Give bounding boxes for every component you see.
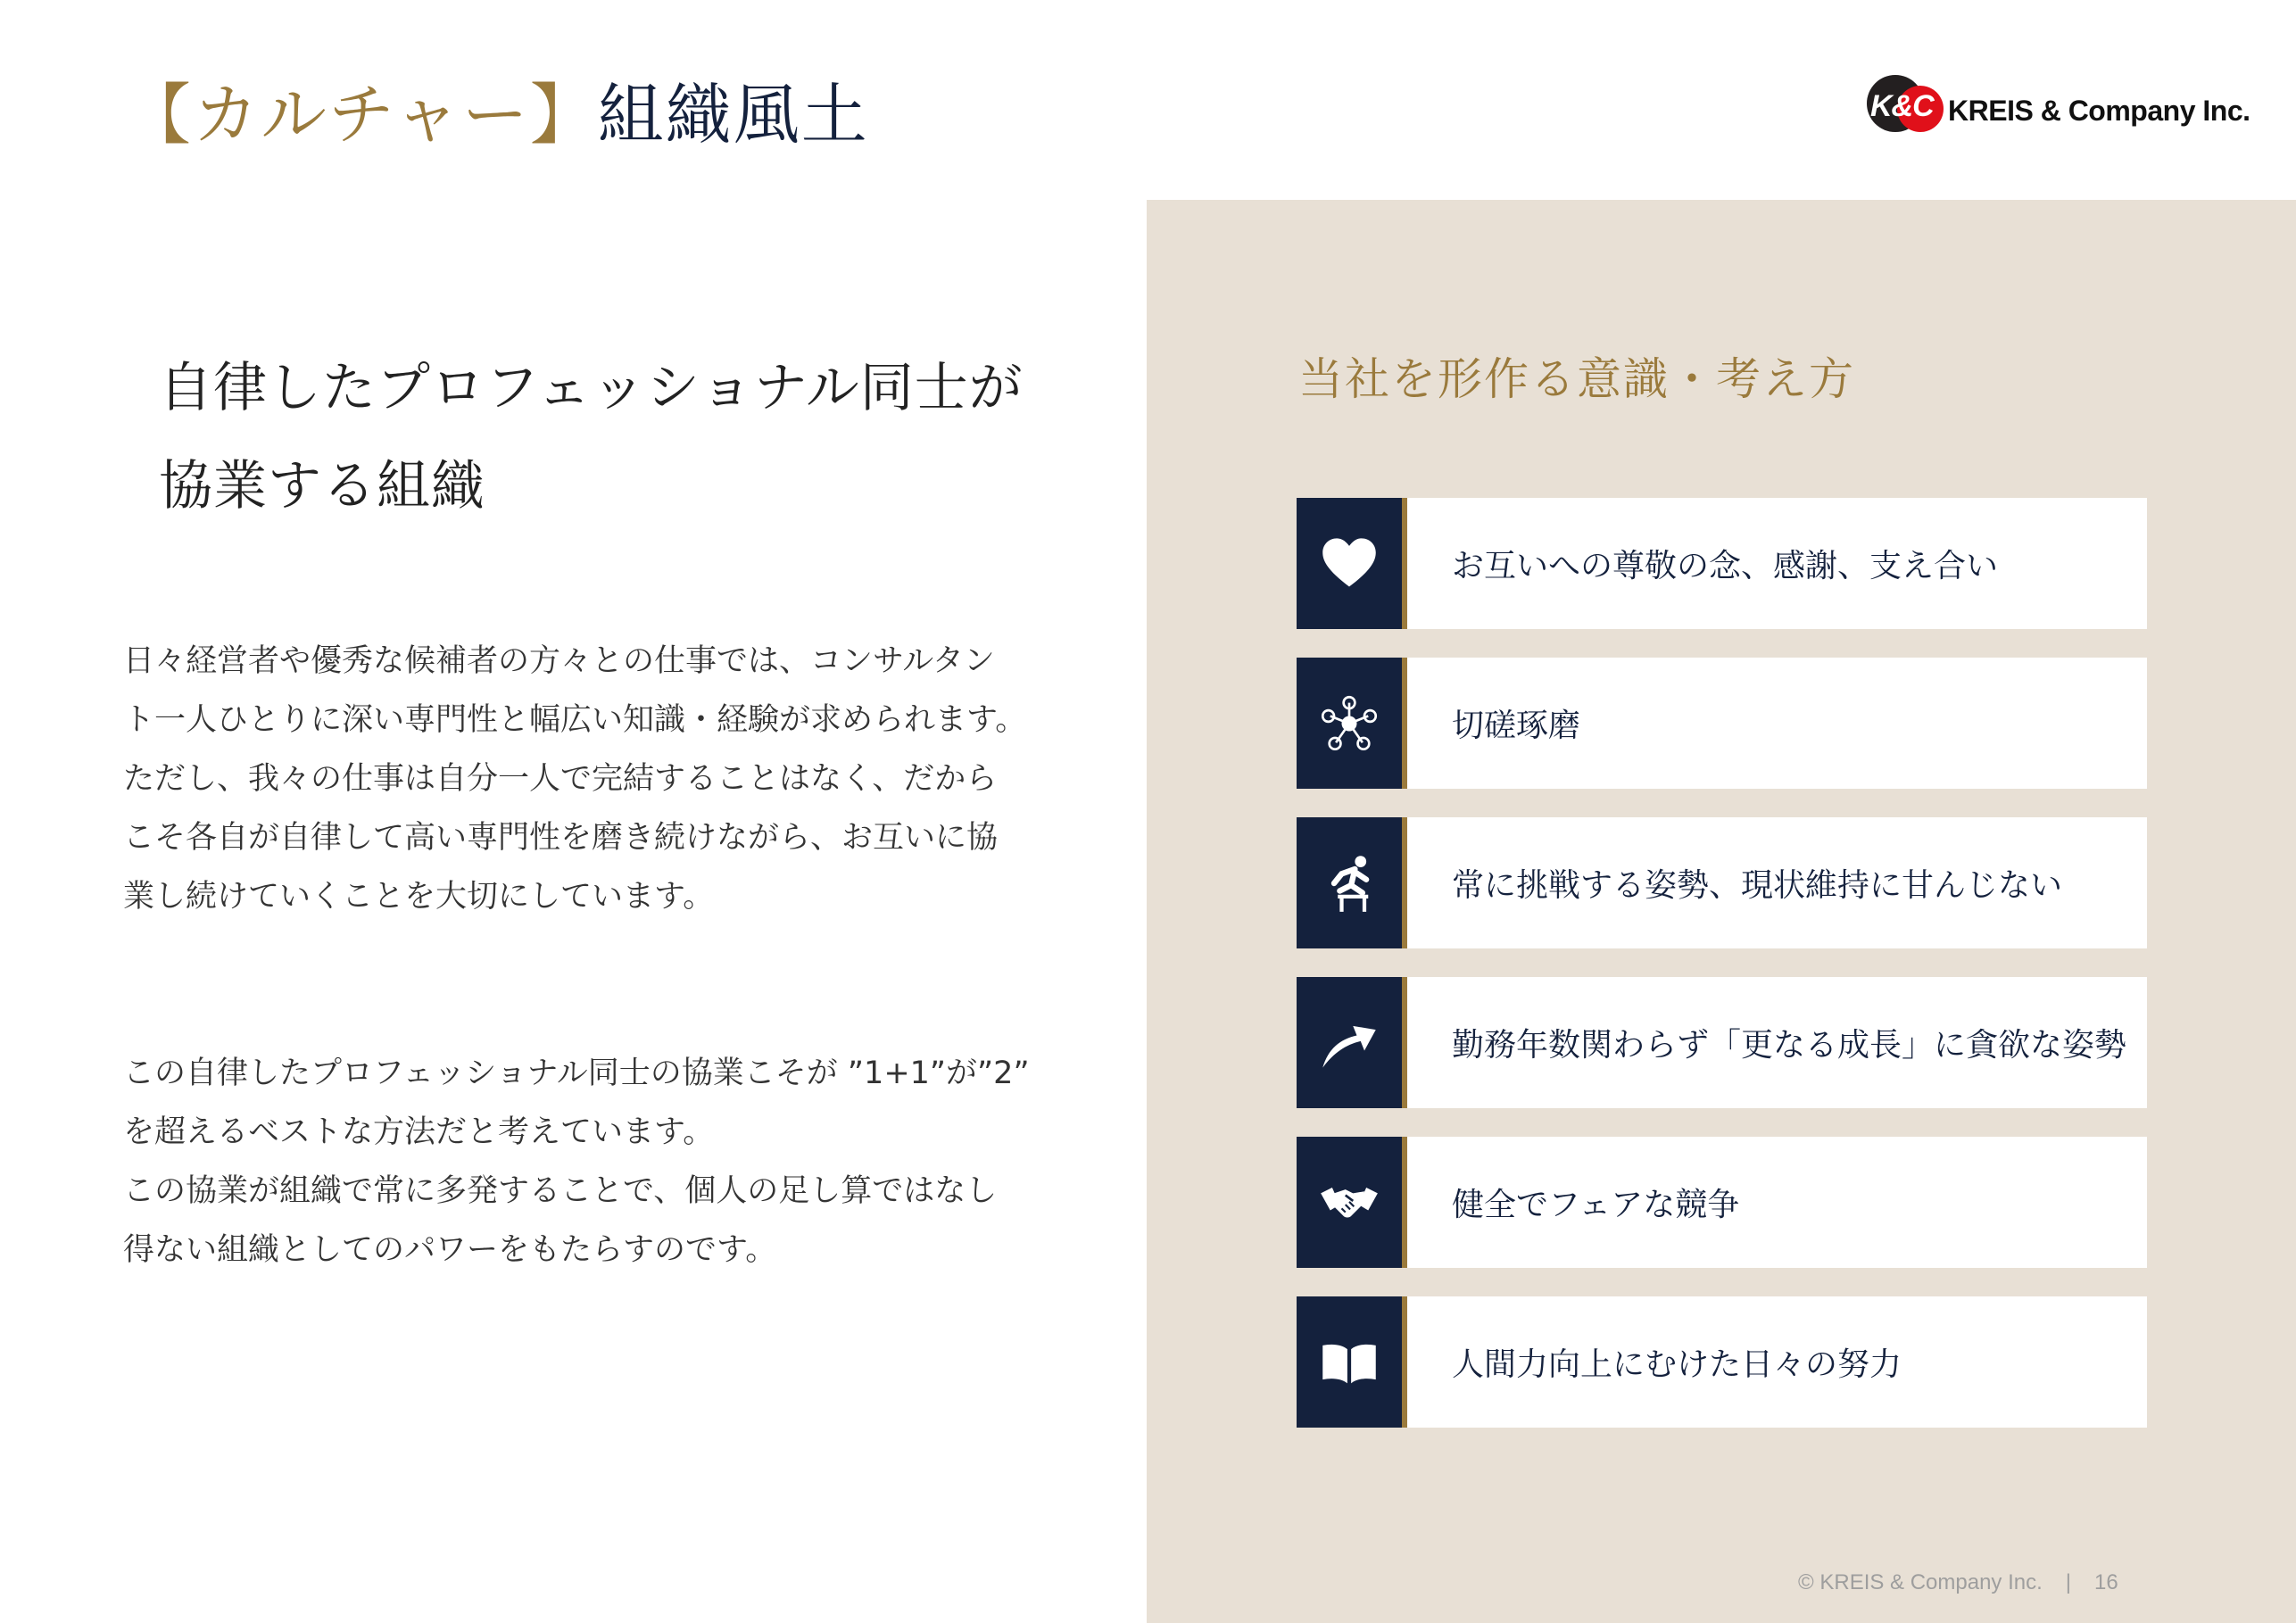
book-icon (1297, 1296, 1407, 1428)
page-title-main: 組織風土 (597, 77, 869, 153)
description-paragraph-1 (123, 632, 1087, 926)
value-text: お互いへの尊敬の念、感謝、支え合い (1452, 548, 1999, 584)
page-title-accent: 【カルチャー】 (125, 77, 598, 153)
logo-mark: K&C (1870, 89, 1934, 123)
values-section-title: 当社を形作る意識・考え方 (1298, 353, 1855, 405)
handshake-icon (1297, 1137, 1407, 1268)
culture-headline (159, 339, 1024, 535)
description-paragraph-2 (123, 1044, 1087, 1279)
headline-line: 自律したプロフェッショナル同士が (159, 357, 1024, 419)
paragraph-line: ただし、我々の仕事は自分一人で完結することはなく、だから (123, 761, 998, 797)
value-card-respect (1297, 498, 2147, 629)
footer-separator: | (2065, 1570, 2072, 1594)
value-card-growth (1297, 977, 2147, 1108)
network-icon (1297, 658, 1407, 789)
value-card-mutual-growth (1297, 658, 2147, 789)
paragraph-line: この自律したプロフェッショナル同士の協業こそが ”1+1”が”2” (123, 1056, 1030, 1091)
value-text: 人間力向上にむけた日々の努力 (1452, 1346, 1902, 1383)
paragraph-line: を超えるベストな方法だと考えています。 (123, 1114, 715, 1150)
value-text: 健全でフェアな競争 (1452, 1187, 1740, 1223)
growth-arrow-icon (1297, 977, 1407, 1108)
copyright-text: © KREIS & Company Inc. (1798, 1570, 2043, 1594)
paragraph-line: 日々経営者や優秀な候補者の方々との仕事では、コンサルタン (123, 643, 995, 679)
value-card-challenge (1297, 817, 2147, 948)
value-text: 常に挑戦する姿勢、現状維持に甘んじない (1452, 867, 2063, 904)
paragraph-line: 得ない組織としてのパワーをもたらすのです。 (123, 1232, 777, 1268)
paragraph-line: ト一人ひとりに深い専門性と幅広い知識・経験が求められます。 (123, 702, 1027, 738)
paragraph-line: こそ各自が自律して高い専門性を磨き続けながら、お互いに協 (123, 820, 999, 856)
value-card-daily-effort (1297, 1296, 2147, 1428)
headline-line: 協業する組織 (159, 455, 485, 518)
paragraph-line: この協業が組織で常に多発することで、個人の足し算ではなし (123, 1173, 998, 1209)
company-logo (1863, 71, 2250, 143)
page-footer (1798, 1570, 2118, 1595)
page-number: 16 (2094, 1570, 2118, 1594)
value-text: 勤務年数関わらず「更なる成長」に貪欲な姿勢 (1452, 1027, 2127, 1064)
paragraph-line: 業し続けていくことを大切にしています。 (123, 879, 715, 915)
value-card-fair-competition (1297, 1137, 2147, 1268)
page-title (125, 62, 869, 157)
hurdle-runner-icon (1297, 817, 1407, 948)
heart-icon (1297, 498, 1407, 629)
value-text: 切磋琢磨 (1452, 708, 1581, 744)
logo-company-name: KREIS & Company Inc. (1948, 95, 2250, 127)
